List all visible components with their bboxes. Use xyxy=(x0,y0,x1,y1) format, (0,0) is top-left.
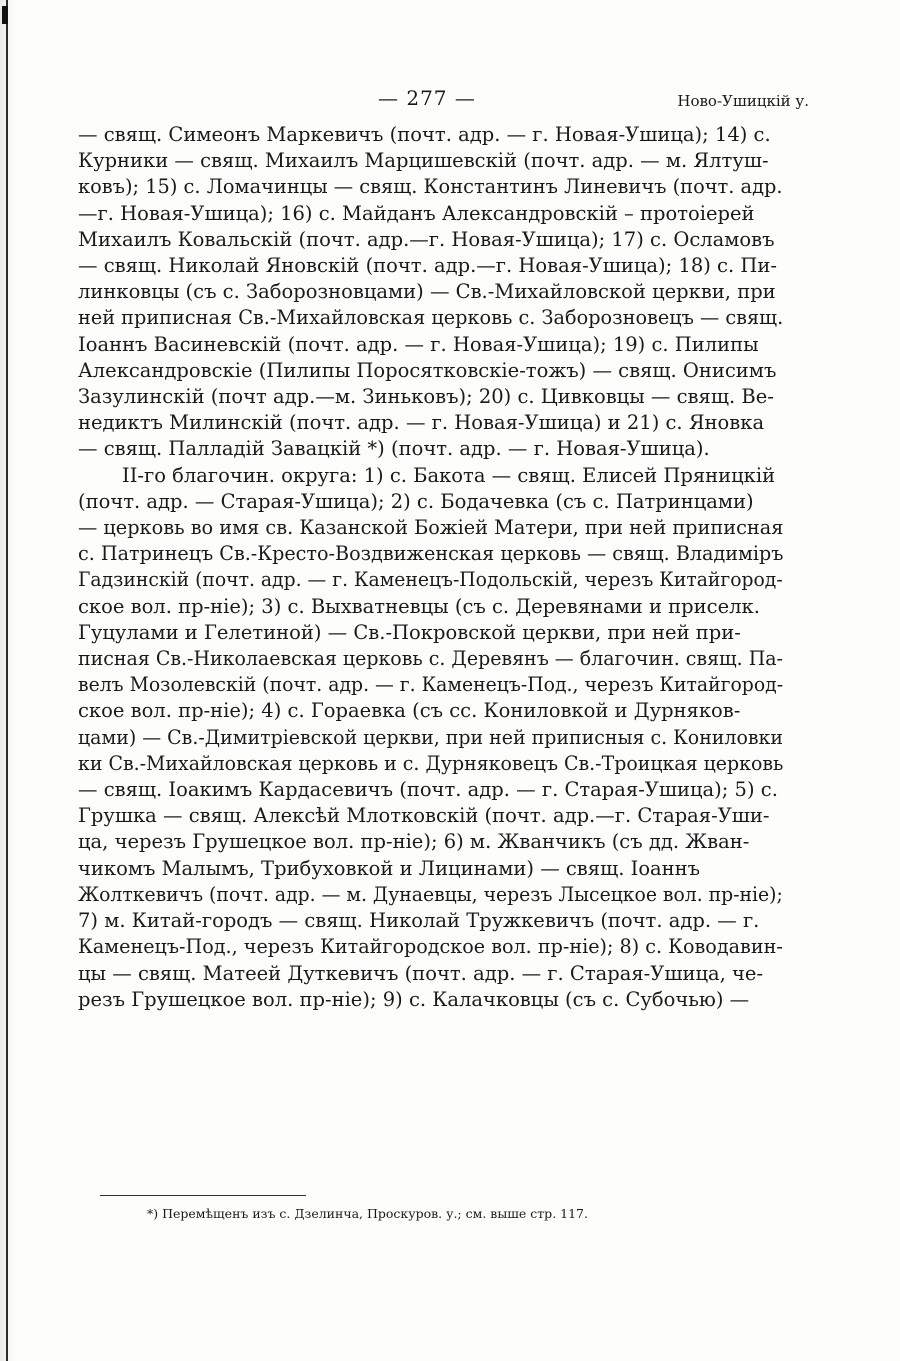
text-line: — церковь во имя св. Казанской Божіей Матери, при ней приписная xyxy=(78,516,784,540)
running-head: Ново-Ушицкій у. xyxy=(677,92,809,110)
text-line: Зазулинскій (почт адр.—м. Зиньковъ); 20) с. Цивковцы — свящ. Ве- xyxy=(78,385,774,409)
text-line: писная Св.-Николаевская церковь с. Деревянъ — благочин. свящ. Па- xyxy=(78,647,783,671)
text-line: Жолткевичъ (почт. адр. — м. Дунаевцы, черезъ Лысецкое вол. пр-ніе); xyxy=(78,882,783,906)
page-header xyxy=(78,82,809,112)
text-line: ца, черезъ Грушецкое вол. пр-ніе); 6) м. Жванчикъ (съ дд. Жван- xyxy=(78,830,750,854)
text-line: ки Св.-Михайловская церковь и с. Дурняковецъ Св.-Троицкая церковь xyxy=(78,751,784,775)
text-line: Іоаннъ Васиневскій (почт. адр. — г. Новая-Ушица); 19) с. Пилипы xyxy=(78,332,759,356)
body-text xyxy=(78,122,783,1013)
text-line: линковцы (съ с. Заборозновцами) — Св.-Михайловской церкви, при xyxy=(78,280,776,304)
footnote: *) Перемѣщенъ изъ с. Дзелинча, Проскуров. у.; см. выше стр. 117. xyxy=(147,1206,588,1221)
text-line: Курники — свящ. Михаилъ Марцишевскій (почт. адр. — м. Ялтуш- xyxy=(78,149,769,173)
text-line: Гадзинскій (почт. адр. — г. Каменецъ-Подольскій, черезъ Китайгород- xyxy=(78,568,783,592)
document-page xyxy=(78,82,809,1013)
text-line: резъ Грушецкое вол. пр-ніе); 9) с. Калачковцы (съ с. Субочью) — xyxy=(78,987,750,1011)
text-line: Каменецъ-Под., черезъ Китайгородское вол. пр-ніе); 8) с. Ководавин- xyxy=(78,935,783,959)
text-line: ское вол. пр-ніе); 3) с. Выхватневцы (съ с. Деревянами и приселк. xyxy=(78,594,760,618)
text-line: (почт. адр. — Старая-Ушица); 2) с. Бодачевка (съ с. Патринцами) xyxy=(78,489,754,513)
text-line: ней приписная Св.-Михайловская церковь с. Заборозновецъ — свящ. xyxy=(78,306,784,330)
text-line: ское вол. пр-ніе); 4) с. Гораевка (съ сс. Кониловкой и Дурняков- xyxy=(78,699,741,723)
text-line: велъ Мозолевскій (почт. адр. — г. Каменецъ-Под., черезъ Китайгород- xyxy=(78,673,784,697)
text-line: Гуцулами и Гелетиной) — Св.-Покровской церкви, при ней при- xyxy=(78,620,741,644)
text-line: чикомъ Малымъ, Трибуховкой и Лицинами) — свящ. Іоаннъ xyxy=(78,856,701,880)
text-line: ковъ); 15) с. Ломачинцы — свящ. Константинъ Линевичъ (почт. адр. xyxy=(78,175,783,199)
text-line: недиктъ Милинскій (почт. адр. — г. Новая-Ушица) и 21) с. Яновка xyxy=(78,411,765,435)
text-line: цы — свящ. Матеей Дуткевичъ (почт. адр. — г. Старая-Ушица, че- xyxy=(78,961,764,985)
page-number: — 277 — xyxy=(378,86,476,110)
paragraph-start-line: II-го благочин. округа: 1) с. Бакота — свящ. Елисей Пряницкій xyxy=(122,463,776,487)
text-line: — свящ. Николай Яновскій (почт. адр.—г. Новая-Ушица); 18) с. Пи- xyxy=(78,254,777,278)
text-line: —г. Новая-Ушица); 16) с. Майданъ Александровскій – протоіерей xyxy=(78,201,755,225)
text-line: цами) — Св.-Димитріевской церкви, при ней приписныя с. Кониловки xyxy=(78,725,783,749)
binding-line xyxy=(6,0,8,1361)
text-line: — свящ. Іоакимъ Кардасевичъ (почт. адр. — г. Старая-Ушица); 5) с. xyxy=(78,778,778,802)
page-binding-edge xyxy=(0,0,14,1361)
text-line: — свящ. Палладій Завацкій *) (почт. адр. — г. Новая-Ушица). xyxy=(78,437,710,461)
text-line: Александровскіе (Пилипы Поросятковскіе-тожъ) — свящ. Онисимъ xyxy=(78,358,777,382)
text-line: — свящ. Симеонъ Маркевичъ (почт. адр. — г. Новая-Ушица); 14) с. xyxy=(78,123,771,146)
text-line: 7) м. Китай-городъ — свящ. Николай Тружкевичъ (почт. адр. — г. xyxy=(78,909,760,933)
footnote-rule xyxy=(100,1195,306,1196)
binding-mark xyxy=(2,6,8,24)
text-line: Михаилъ Ковальскій (почт. адр.—г. Новая-Ушица); 17) с. Осламовъ xyxy=(78,227,775,251)
text-line: с. Патринецъ Св.-Кресто-Воздвиженская церковь — свящ. Владиміръ xyxy=(78,542,784,566)
text-line: Грушка — свящ. Алексѣй Млотковскій (почт. адр.—г. Старая-Уши- xyxy=(78,804,770,828)
